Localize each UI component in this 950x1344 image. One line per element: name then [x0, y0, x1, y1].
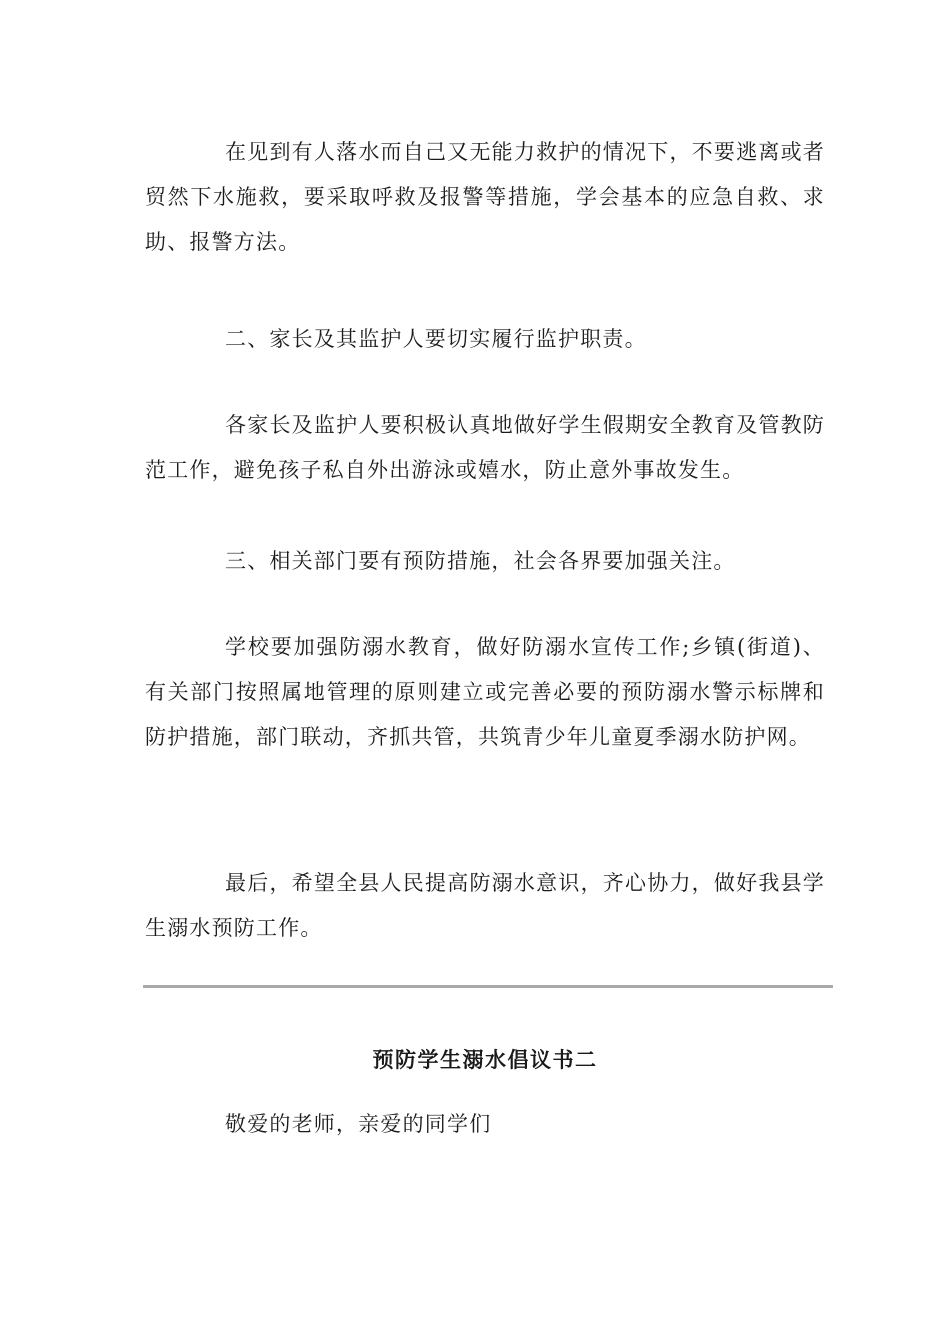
paragraph-rescue-advice: 在见到有人落水而自己又无能力救护的情况下，不要逃离或者贸然下水施救，要采取呼救及报警等措施，学会基本的应急自救、求助、报警方法。: [145, 140, 825, 254]
heading-department-measures: 三、相关部门要有预防措施，社会各界要加强关注。: [225, 549, 736, 573]
heading-parent-duty: 二、家长及其监护人要切实履行监护职责。: [225, 327, 647, 351]
paragraph-parent-education: 各家长及监护人要积极认真地做好学生假期安全教育及管教防范工作，避免孩子私自外出游泳或嬉水，防止意外事故发生。: [145, 413, 825, 482]
section-title: 预防学生溺水倡议书二: [372, 1047, 598, 1072]
section-divider: [143, 985, 833, 988]
paragraph-school-measures: 学校要加强防溺水教育，做好防溺水宣传工作;乡镇(街道)、有关部门按照属地管理的原则建立或完善必要的预防溺水警示标牌和防护措施，部门联动，齐抓共管，共筑青少年儿童夏季溺水防护网。: [145, 635, 825, 749]
paragraph-closing: 最后，希望全县人民提高防溺水意识，齐心协力，做好我县学生溺水预防工作。: [145, 871, 825, 940]
salutation: 敬爱的老师，亲爱的同学们: [225, 1112, 492, 1136]
